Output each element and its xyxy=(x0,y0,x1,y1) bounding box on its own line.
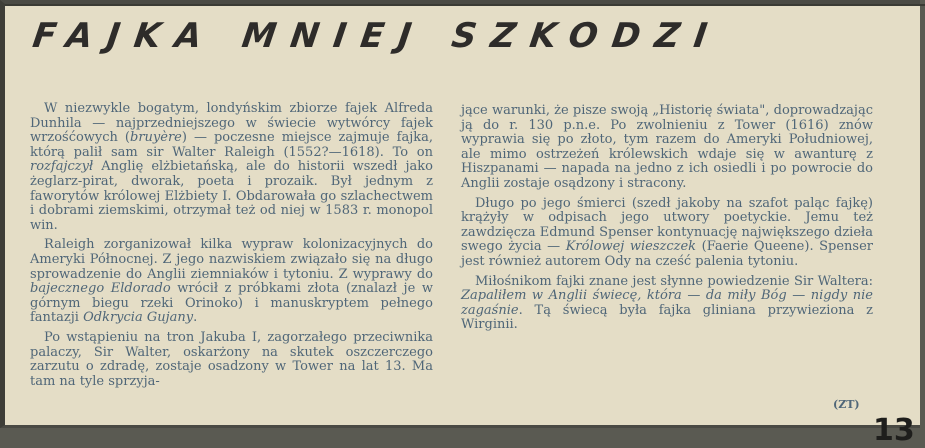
paragraph-text: . xyxy=(193,310,198,326)
paragraph-text: jące warunki, że pisze swoją „Historię świata", doprowadzając ją do r. 130 p.n.e. Po zwolnieniu z Tower (1616) znów wyprawia się po złoto, tym razem do Ameryki Południowej, ale mimo ostrzeżeń królewskich wdaje się w awanturę z Hiszpanami — napada na jedno z ich osiedli i po powrocie do Anglii zostaje osądzony i stracony. xyxy=(461,103,873,191)
article-headline: FAJKA MNIEJ SZKODZI xyxy=(30,16,725,56)
article-paragraph xyxy=(30,331,433,389)
paragraph-text: Raleigh zorganizował kilka wypraw kolonizacyjnych do Ameryki Północnej. Z jego nazwiskiem związało się na długo sprowadzenie do Anglii ziemniaków i tytoniu. Z wyprawy do xyxy=(30,237,433,282)
paragraph-text: W niezwykle bogatym, londyńskim zbiorze fajek Alfreda Dunhila — najprzedniejszego w świecie wytwórcy fajek wrzośćowych ( xyxy=(30,101,433,146)
paragraph-text: Anglię elżbietańską, ale do historii wszedł jako żeglarz-pirat, dworak, poeta i prozaik. Był jednym z faworytów królowej Elżbiety I. Obdarowała go szlachectwem i dobrami ziemskimi, otrzymał też od niej w 1583 r. monopol win. xyxy=(30,159,433,233)
paragraph-text: (Faerie Queene). Spenser jest również autorem Ody na cześć palenia tytoniu. xyxy=(461,239,874,269)
paragraph-text: Po wstąpieniu na tron Jakuba I, zagorzałego przeciwnika palaczy, Sir Walter, oskarżony na skutek oszczerczego zarzutu o zdradę, zostaje osadzony w Tower na lat 13. Ma tam na tyle sprzyja- xyxy=(30,329,433,389)
article-column-right xyxy=(461,104,873,338)
author-signature: (ZT) xyxy=(833,398,860,411)
page-number: 13 xyxy=(873,413,915,448)
italic-text: bruyère xyxy=(130,130,182,146)
italic-text: Królowej wieszczek xyxy=(565,239,697,255)
article-paragraph xyxy=(461,104,873,192)
italic-text: Odkrycia Gujany xyxy=(83,310,194,326)
article-paragraph xyxy=(30,102,433,233)
italic-text: Zapaliłem w Anglii świecę, która — da miły Bóg — nigdy nie zagaśnie xyxy=(461,288,873,318)
paragraph-text: Miłośnikom fajki znane jest słynne powiedzenie Sir Waltera: xyxy=(475,273,873,289)
top-rule xyxy=(5,4,925,6)
italic-text: rozfajczył xyxy=(30,159,94,175)
paragraph-text: . Tą świecą była fajka gliniana przywieziona z Wirginii. xyxy=(461,302,873,333)
paragraph-text: Długo po jego śmierci (szedł jakoby na szafot paląc fajkę) krążyły w odpisach jego utwory poetyckie. Jemu też zawdzięcza Edmund Spenser kontynuację największego dzieła swego życia — xyxy=(461,195,873,255)
paragraph-text: ) — poczesne miejsce zajmuje fajka, którą palił sam sir Walter Raleigh (1552?—1618). To on xyxy=(30,130,433,160)
article-column-left xyxy=(30,102,433,394)
paragraph-text: wrócił z próbkami złota (znalazł je w górnym biegu rzeki Orinoko) i manuskryptem pełnego fantazji xyxy=(30,281,433,326)
italic-text: bajecznego Eldorado xyxy=(30,281,171,297)
article-paragraph xyxy=(30,238,433,326)
article-paragraph xyxy=(461,275,873,333)
article-paragraph xyxy=(461,197,873,270)
